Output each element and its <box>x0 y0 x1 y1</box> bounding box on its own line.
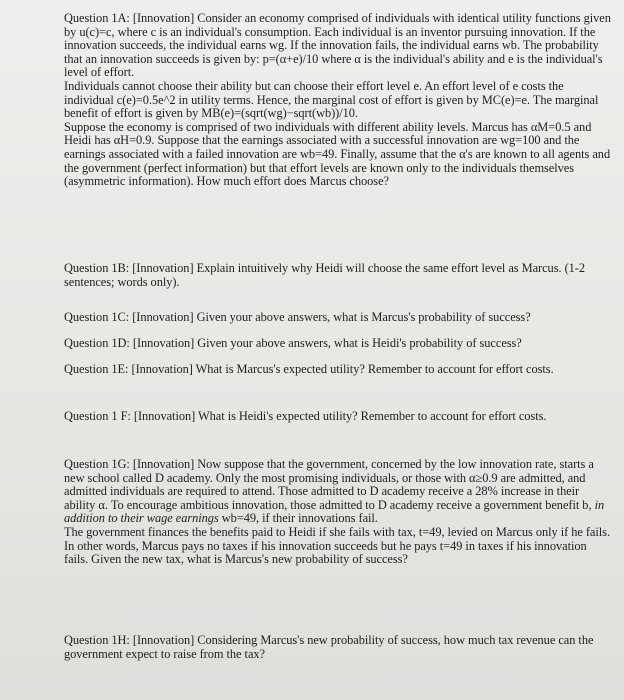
question-1a-effort: Individuals cannot choose their ability but can choose their effort level e. An effort level of e costs the individual c(e)=0.5e^2 in utility terms. Hence, the marginal cost of effort is given by MC(e)=e. The marginal benefit of effort is given by MB(e)=(sqrt(wg)−sqrt(wb))/10. <box>64 78 599 121</box>
question-1c-text: Question 1C: [Innovation] Given your above answers, what is Marcus's probability of success? <box>64 310 531 324</box>
question-1g <box>64 458 612 567</box>
question-1g-intro-italic: in addition to their wage earnings <box>64 497 605 526</box>
question-1g-intro-a: Question 1G: [Innovation] Now suppose that the government, concerned by the low innovation rate, starts a new school called D academy. Only the most promising individuals, or those with α≥0.9 are admitted, and admitted individuals are required to attend. Those admitted to D academy receive a 28% increase in their ability α. To encourage ambitious innovation, those admitted to D academy receive a government benefit b, <box>64 457 594 512</box>
question-1e-text: Question 1E: [Innovation] What is Marcus's expected utility? Remember to account for effort costs. <box>64 362 554 376</box>
question-1g-intro <box>64 458 612 526</box>
question-1a-setup: Suppose the economy is comprised of two individuals with different ability levels. Marcus has αM=0.5 and Heidi has αH=0.9. Suppose that the earnings associated with a successful innovation are wg=100 and the earnings associated with a failed innovation are wb=49. Finally, assume that the α's are known to all agents and the government (perfect information) but that effort levels are known only to the individuals themselves (asymmetric information). How much effort does Marcus choose? <box>64 119 611 189</box>
question-1a <box>64 12 612 189</box>
question-1c <box>64 311 612 325</box>
question-1h <box>64 634 612 661</box>
question-1d <box>64 337 612 351</box>
question-1e <box>64 363 612 377</box>
question-1f <box>64 410 612 424</box>
question-1b-text: Question 1B: [Innovation] Explain intuitively why Heidi will choose the same effort level as Marcus. (1-2 sentences; words only). <box>64 261 586 289</box>
question-1h-text: Question 1H: [Innovation] Considering Marcus's new probability of success, how much tax revenue can the government expect to raise from the tax? <box>64 633 594 661</box>
question-1a-intro: Question 1A: [Innovation] Consider an economy comprised of individuals with identical utility functions given by u(c)=c, where c is an individual's consumption. Each individual is an inventor pursuing innovation. If the innovation succeeds, the individual earns wg. If the innovation fails, the individual earns wb. The probability that an innovation succeeds is given by: p=(α+e)/10 where α is the individual's ability and e is the individual's level of effort. <box>64 11 611 80</box>
question-1d-text: Question 1D: [Innovation] Given your above answers, what is Heidi's probability of success? <box>64 336 522 350</box>
question-1g-tax: The government finances the benefits paid to Heidi if she fails with tax, t=49, levied on Marcus only if he fails. In other words, Marcus pays no taxes if his innovation succeeds but he pays t=49 in taxes if his innovation fails. Given the new tax, what is Marcus's new probability of success? <box>64 524 610 567</box>
question-1g-intro-b: wb=49, if their innovations fail. <box>221 511 378 526</box>
question-1b <box>64 262 612 289</box>
question-1f-text: Question 1 F: [Innovation] What is Heidi's expected utility? Remember to account for effort costs. <box>64 409 547 423</box>
